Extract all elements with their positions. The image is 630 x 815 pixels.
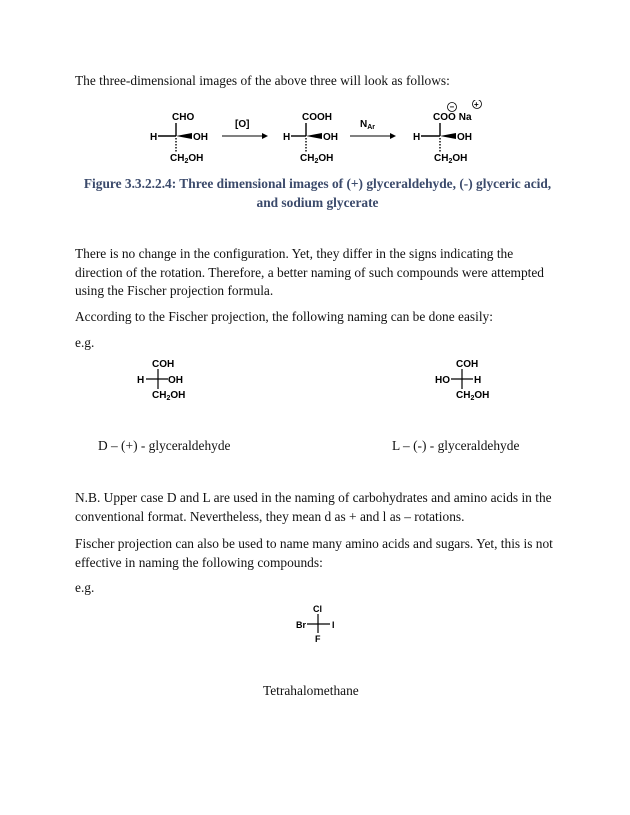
tetra-top: Cl: [313, 604, 322, 614]
s2-top: COOH: [302, 112, 332, 123]
s3-bottom: $CH_2OH$: [434, 153, 468, 165]
s2-right: OH: [323, 132, 338, 143]
figure-caption: Figure 3.3.2.2.4: Three dimensional images of (+) glyceraldehyde, (-) glyceric acid, and sodium glycerate: [83, 176, 552, 210]
label-tetrahalomethane: Tetrahalomethane: [263, 683, 359, 698]
label-d-glyceraldehyde: D – (+) - glyceraldehyde: [98, 438, 231, 453]
s3-plus: +: [474, 100, 479, 109]
eg-label-1: e.g.: [75, 335, 95, 350]
tetra-right: I: [332, 620, 335, 630]
s2-bottom: $CH_2OH$: [300, 153, 334, 165]
fischer-d-bottom: $CH_2OH$: [152, 390, 186, 402]
fischer-d-top: COH: [152, 359, 175, 370]
fischer-tetrahalomethane: [0, 601, 630, 643]
fischer-d-left: H: [137, 375, 145, 386]
s3-top: COO Na: [433, 112, 472, 123]
fischer-d-right: OH: [168, 375, 183, 386]
s2-left: H: [283, 132, 291, 143]
structure-sodium-glycerate: [413, 100, 482, 165]
s1-top: CHO: [172, 112, 195, 123]
fischer-l-top: COH: [456, 359, 479, 370]
structure-glyceric-acid: [283, 112, 338, 165]
s3-left: H: [413, 132, 421, 143]
paragraph-nb: N.B. Upper case D and L are used in the naming of carbohydrates and amino acids in the conventional format. Nevertheless, they mean d as + and l as – rotations.: [75, 490, 552, 524]
arrow2-label: $N_{Ar}$: [360, 119, 376, 131]
paragraph-fischer-intro: According to the Fischer projection, the following naming can be done easily:: [75, 309, 493, 324]
s3-minus: −: [449, 102, 455, 112]
eg-label-2: e.g.: [75, 580, 95, 595]
s1-bottom: $CH_2OH$: [170, 153, 204, 165]
fischer-l-left: HO: [435, 375, 450, 386]
fischer-l-bottom: $CH_2OH$: [456, 390, 490, 402]
arrow-sodium: [350, 119, 396, 139]
label-l-glyceraldehyde: L – (-) - glyceraldehyde: [392, 438, 520, 453]
s3-right: OH: [457, 132, 472, 143]
s1-right: OH: [193, 132, 208, 143]
fischer-l-glyceraldehyde: [435, 359, 489, 402]
intro-paragraph: The three-dimensional images of the above three will look as follows:: [75, 73, 450, 88]
tetra-bottom: F: [315, 634, 321, 643]
structure-glyceraldehyde: [150, 112, 208, 165]
s1-left: H: [150, 132, 158, 143]
fischer-projections: [0, 355, 630, 405]
fischer-l-right: H: [474, 375, 482, 386]
paragraph-limitation: Fischer projection can also be used to name many amino acids and sugars. Yet, this is not effective in naming the following compounds:: [75, 536, 553, 570]
arrow-oxidation: [222, 119, 268, 139]
fischer-d-glyceraldehyde: [137, 359, 185, 402]
tetra-left: Br: [296, 620, 307, 630]
paragraph-configuration: There is no change in the configuration. Yet, they differ in the signs indicating the direction of the rotation. Therefore, a better naming of such compounds were attempted using the Fischer projection formula.: [75, 246, 545, 298]
arrow1-label: [O]: [235, 119, 250, 130]
